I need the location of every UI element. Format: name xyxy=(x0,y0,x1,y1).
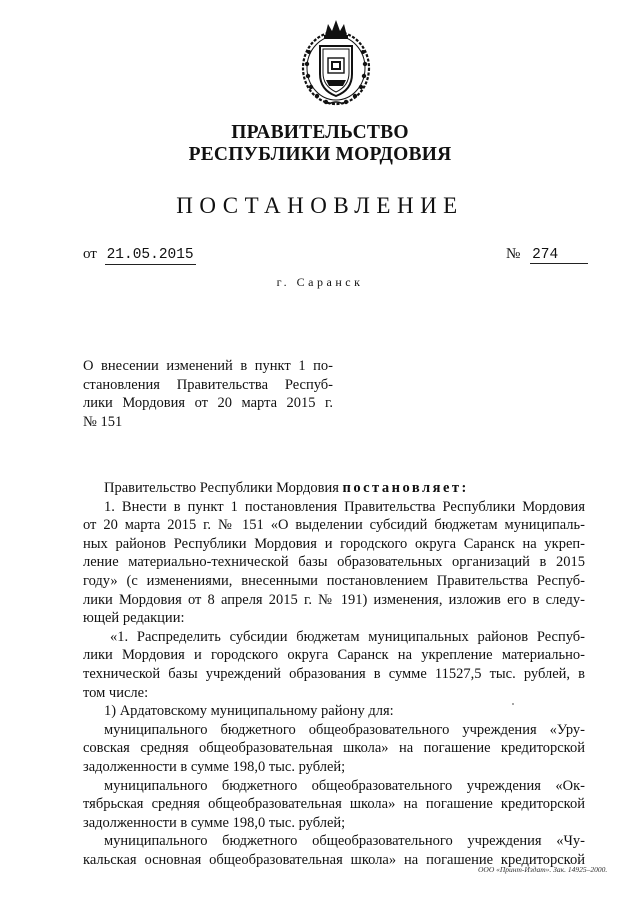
date-value: 21.05.2015 xyxy=(106,247,194,263)
body-line: «1. Распределить субсидии бюджетам муниципальных районов Респуб- xyxy=(110,628,585,645)
body-line: задолженности в сумме 198,0 тыс. рублей; xyxy=(83,758,346,775)
body-line: том числе: xyxy=(83,684,149,701)
body-lead-verb: постановляет: xyxy=(342,480,469,496)
body-line: задолженности в сумме 198,0 тыс. рублей; xyxy=(83,814,346,831)
body-line: муниципального бюджетного общеобразовательного учреждения «Чу- xyxy=(104,833,585,850)
government-name-line-1: ПРАВИТЕЛЬСТВО xyxy=(231,122,409,143)
body-line: кальская основная общеобразовательная школа» на погашение кредиторской xyxy=(83,851,585,868)
body-line: ных районов Республики Мордовия и городского округа Саранск на укреп- xyxy=(83,535,585,552)
document-type-title: ПОСТАНОВЛЕНИЕ xyxy=(176,193,464,218)
subject-line: лики Мордовия от 20 марта 2015 г. xyxy=(83,395,333,412)
body-line: совская средняя общеобразовательная школа» на погашение кредиторской xyxy=(83,740,585,757)
body-line: от 20 марта 2015 г. № 151 «О выделении субсидий бюджетам муниципаль- xyxy=(83,517,585,534)
number-prefix: № xyxy=(506,246,521,262)
date-prefix: от xyxy=(83,246,97,262)
body-line: лики Мордовия от 8 апреля 2015 г. № 191) изменения, изложив его в следу- xyxy=(83,591,585,608)
body-line: ление материально-технической базы образовательных организаций в 2015 xyxy=(83,554,585,571)
body-line: муниципального бюджетного общеобразовательного учреждения «Уру- xyxy=(104,721,585,738)
body-lead-text: Правительство Республики Мордовия xyxy=(104,480,343,496)
print-footer: ООО «Принт-Издат». Зак. 14925–2000. xyxy=(478,865,608,874)
body-line: технической базы учреждений образования в сумме 11527,5 тыс. рублей, в xyxy=(83,665,585,682)
document-body xyxy=(83,479,585,869)
city-name: г. Саранск xyxy=(276,275,364,289)
body-line: ющей редакции: xyxy=(83,610,185,627)
subject-line: становления Правительства Респуб- xyxy=(83,376,333,393)
number-value: 274 xyxy=(530,247,588,264)
document-date xyxy=(83,246,196,265)
document-number xyxy=(506,246,588,264)
scan-speck xyxy=(512,703,514,705)
body-line: году» (с изменениями, внесенными постановлением Правительства Респуб- xyxy=(83,572,585,589)
body-lead-line xyxy=(83,479,585,498)
government-name-line-2: РЕСПУБЛИКИ МОРДОВИЯ xyxy=(188,144,452,165)
coat-of-arms-emblem-icon xyxy=(299,14,373,108)
body-line: 1) Ардатовскому муниципальному району для: xyxy=(104,703,394,720)
body-line: лики Мордовия и городского округа Саранск на укрепление материально- xyxy=(83,647,585,664)
subject-block xyxy=(83,357,333,431)
body-line: муниципального бюджетного общеобразовательного учреждения «Ок- xyxy=(104,777,585,794)
subject-line: № 151 xyxy=(83,413,123,430)
body-line: тябрьская средняя общеобразовательная школа» на погашение кредиторской xyxy=(83,796,585,813)
subject-line: О внесении изменений в пункт 1 по- xyxy=(83,358,333,374)
body-line: 1. Внести в пункт 1 постановления Правительства Республики Мордовия xyxy=(104,498,585,515)
